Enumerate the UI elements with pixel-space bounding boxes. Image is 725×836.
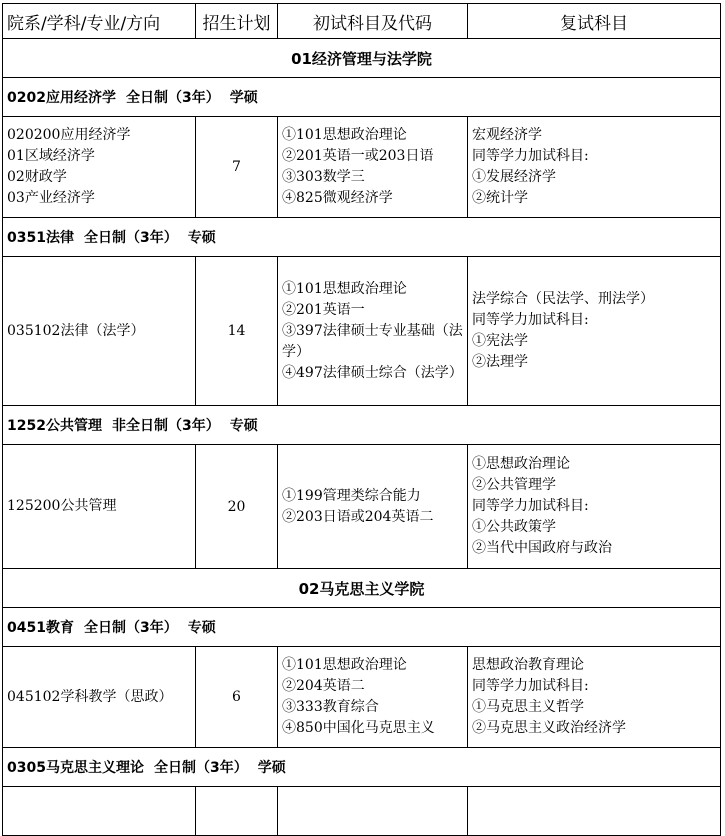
major-mode: 全日制（3年） <box>125 90 220 106</box>
retest-cell <box>468 257 721 406</box>
header-plan: 招生计划 <box>196 4 278 39</box>
exam-subject: ②203日语或204英语二 <box>282 508 434 525</box>
directions-cell <box>3 647 196 748</box>
major-degree: 学硕 <box>257 760 286 776</box>
college-title: 02马克思主义学院 <box>3 569 721 608</box>
exam-subject: ③397法律硕士专业基础（法学） <box>282 322 463 360</box>
retest-subject: 宏观经济学 <box>472 127 542 143</box>
admissions-table <box>2 3 721 836</box>
header-initial-exam: 初试科目及代码 <box>278 4 468 39</box>
college-row <box>3 569 721 608</box>
retest-subject: ②法理学 <box>472 354 528 370</box>
major-mode: 非全日制（3年） <box>111 418 220 434</box>
direction-item: 035102法律（法学） <box>7 322 145 339</box>
directions-cell <box>3 445 196 569</box>
program-row <box>3 257 721 406</box>
retest-subject: 思想政治教育理论 <box>472 657 584 673</box>
retest-subject: ②当代中国政府与政治 <box>472 540 612 556</box>
plan-count: 7 <box>196 117 278 218</box>
plan-count <box>196 787 278 836</box>
direction-item: 020200应用经济学 <box>7 127 131 143</box>
exam-subject: ②201英语一或203日语 <box>282 148 434 164</box>
retest-subject: ②统计学 <box>472 190 528 206</box>
major-row <box>3 748 721 787</box>
exam-subject: ④497法律硕士综合（法学） <box>282 364 463 381</box>
retest-subject: ①宪法学 <box>472 333 528 349</box>
retest-subject: 同等学力加试科目: <box>472 678 589 694</box>
direction-item: 01区域经济学 <box>7 148 95 164</box>
major-heading <box>3 748 721 787</box>
major-code: 0305马克思主义理论 <box>7 760 144 776</box>
plan-count: 14 <box>196 257 278 406</box>
retest-subject: ①马克思主义哲学 <box>472 699 584 715</box>
retest-subject: 法学综合（民法学、刑法学） <box>472 291 654 307</box>
program-row <box>3 445 721 569</box>
retest-cell <box>468 787 721 836</box>
retest-subject: ②公共管理学 <box>472 477 556 493</box>
exam-subject: ①101思想政治理论 <box>282 657 407 673</box>
major-code: 0351法律 <box>7 230 74 246</box>
direction-item: 125200公共管理 <box>7 498 117 514</box>
major-code: 1252公共管理 <box>7 418 102 434</box>
exam-subject: ②204英语二 <box>282 678 365 694</box>
major-degree: 专硕 <box>229 418 258 434</box>
retest-subject: ①公共政策学 <box>472 519 556 535</box>
retest-cell <box>468 117 721 218</box>
direction-item: 045102学科教学（思政） <box>7 688 173 705</box>
exam-subject: ②201英语一 <box>282 301 365 318</box>
major-degree: 专硕 <box>187 230 216 246</box>
retest-cell <box>468 647 721 748</box>
header-retest: 复试科目 <box>468 4 721 39</box>
major-row <box>3 78 721 117</box>
initial-exam-cell <box>278 647 468 748</box>
retest-subject: 同等学力加试科目: <box>472 312 589 328</box>
major-code: 0202应用经济学 <box>7 90 116 106</box>
college-title: 01经济管理与法学院 <box>3 39 721 78</box>
exam-subject: ③303数学三 <box>282 169 365 185</box>
major-mode: 全日制（3年） <box>83 620 178 636</box>
directions-cell <box>3 787 196 836</box>
exam-subject: ③333教育综合 <box>282 699 379 715</box>
header-row <box>3 4 721 39</box>
major-row <box>3 218 721 257</box>
major-mode: 全日制（3年） <box>153 760 248 776</box>
directions-cell <box>3 257 196 406</box>
major-heading <box>3 406 721 445</box>
major-heading <box>3 608 721 647</box>
exam-subject: ①101思想政治理论 <box>282 127 407 143</box>
major-heading <box>3 78 721 117</box>
exam-subject: ④825微观经济学 <box>282 190 393 206</box>
direction-item: 03产业经济学 <box>7 190 95 206</box>
program-row <box>3 117 721 218</box>
program-row <box>3 787 721 836</box>
plan-count: 6 <box>196 647 278 748</box>
header-department: 院系/学科/专业/方向 <box>3 4 196 39</box>
major-mode: 全日制（3年） <box>83 230 178 246</box>
college-row <box>3 39 721 78</box>
retest-cell <box>468 445 721 569</box>
retest-subject: 同等学力加试科目: <box>472 498 589 514</box>
retest-subject: 同等学力加试科目: <box>472 148 589 164</box>
initial-exam-cell <box>278 117 468 218</box>
major-row <box>3 608 721 647</box>
initial-exam-cell <box>278 787 468 836</box>
exam-subject: ①199管理类综合能力 <box>282 487 421 504</box>
directions-cell <box>3 117 196 218</box>
major-heading <box>3 218 721 257</box>
retest-subject: ①思想政治理论 <box>472 456 570 472</box>
initial-exam-cell <box>278 445 468 569</box>
direction-item: 02财政学 <box>7 169 67 185</box>
major-code: 0451教育 <box>7 620 74 636</box>
major-degree: 专硕 <box>187 620 216 636</box>
retest-subject: ②马克思主义政治经济学 <box>472 720 626 736</box>
major-row <box>3 406 721 445</box>
exam-subject: ①101思想政治理论 <box>282 280 407 297</box>
major-degree: 学硕 <box>229 90 258 106</box>
initial-exam-cell <box>278 257 468 406</box>
plan-count: 20 <box>196 445 278 569</box>
exam-subject: ④850中国化马克思主义 <box>282 720 435 736</box>
retest-subject: ①发展经济学 <box>472 169 556 185</box>
program-row <box>3 647 721 748</box>
